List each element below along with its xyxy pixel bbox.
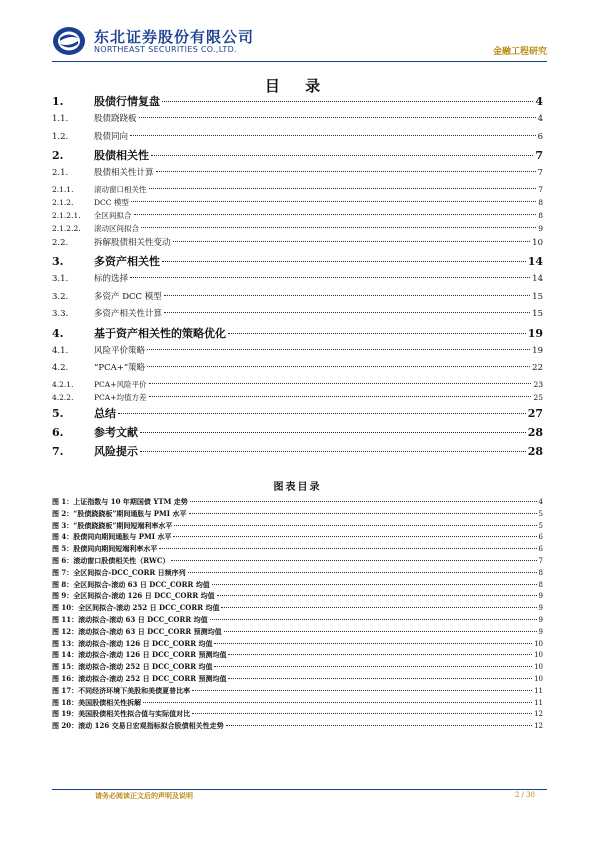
toc-entry-title: 多资产相关性计算 bbox=[94, 309, 163, 319]
toc-entry-page: 15 bbox=[532, 309, 543, 319]
toc-entry-page: 15 bbox=[532, 291, 543, 302]
figure-entry-page: 10 bbox=[534, 674, 543, 683]
toc-entry[interactable] bbox=[52, 307, 543, 325]
toc-entry-number: 5. bbox=[52, 406, 64, 420]
toc-entry-title: 基于资产相关性的策略优化 bbox=[94, 326, 226, 340]
toc-entry-page: 8 bbox=[538, 197, 543, 207]
toc-leader-dots bbox=[130, 135, 536, 136]
toc-entry-number: 1.2. bbox=[52, 131, 69, 142]
toc-entry-number: 2.1.1. bbox=[52, 184, 74, 194]
toc-entry[interactable] bbox=[52, 130, 543, 148]
toc-leader-dots bbox=[139, 117, 536, 118]
toc-entry-title: 风险提示 bbox=[94, 444, 138, 458]
figure-leader-dots bbox=[188, 572, 537, 573]
toc-entry-title: 股债跷跷板 bbox=[94, 114, 137, 124]
toc-entry-title: 股债行情复盘 bbox=[94, 95, 160, 108]
toc-leader-dots bbox=[131, 201, 536, 202]
figure-entry-page: 6 bbox=[538, 545, 543, 554]
toc-entry[interactable] bbox=[52, 197, 543, 210]
toc-entry-title: 标的选择 bbox=[94, 274, 129, 284]
toc-entry-page: 4 bbox=[537, 114, 543, 124]
toc-entry[interactable] bbox=[52, 325, 543, 344]
toc-entry-page: 14 bbox=[527, 255, 543, 268]
figure-entry-title: 图 4：股债同向期间通胀与 PMI 水平 bbox=[52, 532, 172, 542]
figure-entry-page: 8 bbox=[538, 580, 543, 589]
toc-leader-dots bbox=[118, 413, 526, 414]
figure-entry[interactable] bbox=[52, 580, 543, 592]
toc-leader-dots bbox=[162, 101, 533, 102]
figure-entry[interactable] bbox=[52, 603, 543, 615]
figure-entry[interactable] bbox=[52, 674, 543, 686]
figure-entry-title: 图 16：滚动拟合-滚动 252 日 DCC_CORR 预测均值 bbox=[52, 673, 227, 683]
toc-entry[interactable] bbox=[52, 223, 543, 236]
toc-entry-page: 27 bbox=[527, 406, 543, 420]
figure-entry-title: 图 20：滚动 126 交易日宏观指标拟合股债相关性走势 bbox=[52, 721, 224, 731]
figure-entry-title: 图 18：美国股债相关性拆解 bbox=[52, 697, 142, 707]
figure-entry-title: 图 6：滚动窗口股债相关性（RWC） bbox=[52, 555, 170, 565]
toc-entry[interactable] bbox=[52, 344, 543, 362]
toc-entry-title: PCA+均值方差 bbox=[94, 392, 147, 402]
toc-entry-number: 3.1. bbox=[52, 274, 69, 284]
toc-entry-page: 23 bbox=[533, 379, 543, 389]
toc-entry-number: 6. bbox=[52, 425, 64, 439]
toc-entry-page: 19 bbox=[527, 326, 543, 340]
toc-entry-number: 2.1.2. bbox=[52, 197, 74, 207]
figure-entry-page: 12 bbox=[534, 710, 543, 719]
figure-leader-dots bbox=[159, 548, 536, 549]
toc-entry[interactable] bbox=[52, 424, 543, 443]
toc-entry-number: 2.1.2.1. bbox=[52, 210, 81, 220]
toc-entry[interactable] bbox=[52, 379, 543, 392]
figure-entry-page: 5 bbox=[538, 521, 543, 530]
toc-entry-number: 4.2.2. bbox=[52, 392, 74, 402]
table-of-contents bbox=[52, 93, 543, 462]
figure-entry-title: 图 9：全区间拟合-滚动 126 日 DCC_CORR 均值 bbox=[52, 591, 215, 601]
toc-entry-page: 6 bbox=[537, 131, 543, 142]
toc-leader-dots bbox=[173, 241, 531, 242]
figure-entry-page: 9 bbox=[538, 592, 543, 601]
toc-entry-title: 股债同向 bbox=[94, 131, 129, 142]
toc-entry-number: 4. bbox=[52, 326, 64, 340]
toc-entry-title: DCC 模型 bbox=[94, 197, 129, 207]
toc-leader-dots bbox=[162, 261, 526, 262]
toc-entry-title: 总结 bbox=[94, 406, 116, 420]
figure-entry[interactable] bbox=[52, 568, 543, 580]
toc-entry[interactable] bbox=[52, 272, 543, 290]
toc-entry-title: PCA+风险平价 bbox=[94, 379, 147, 389]
figure-leader-dots bbox=[214, 643, 532, 644]
figure-leader-dots bbox=[189, 513, 537, 514]
figure-entry-page: 10 bbox=[534, 663, 543, 672]
toc-entry[interactable] bbox=[52, 443, 543, 462]
toc-leader-dots bbox=[130, 277, 530, 278]
figure-entry-page: 7 bbox=[538, 556, 543, 565]
figure-entry[interactable] bbox=[52, 698, 543, 710]
figure-entry[interactable] bbox=[52, 532, 543, 544]
figure-leader-dots bbox=[143, 702, 532, 703]
footer-divider bbox=[52, 789, 547, 790]
toc-leader-dots bbox=[140, 432, 526, 433]
toc-entry-title: 全区间拟合 bbox=[94, 210, 132, 220]
figure-entry[interactable] bbox=[52, 591, 543, 603]
figure-leader-dots bbox=[214, 666, 532, 667]
figure-leader-dots bbox=[210, 619, 537, 620]
toc-title: 目 录 bbox=[264, 77, 331, 95]
figure-entry-title: 图 19：美国股债相关性拟合值与实际值对比 bbox=[52, 709, 191, 719]
figure-leader-dots bbox=[192, 713, 532, 714]
toc-entry-number: 2.1. bbox=[52, 168, 69, 178]
toc-entry-number: 3.3. bbox=[52, 309, 69, 319]
toc-leader-dots bbox=[151, 155, 533, 156]
toc-entry-number: 7. bbox=[52, 444, 64, 458]
figure-leader-dots bbox=[228, 654, 532, 655]
figure-entry[interactable] bbox=[52, 686, 543, 698]
figure-entry-page: 5 bbox=[538, 509, 543, 518]
toc-leader-dots bbox=[228, 333, 526, 334]
toc-entry[interactable] bbox=[52, 112, 543, 130]
toc-entry[interactable] bbox=[52, 184, 543, 197]
figure-entry[interactable] bbox=[52, 521, 543, 533]
toc-entry[interactable] bbox=[52, 236, 543, 254]
toc-entry-title: 股债相关性 bbox=[94, 149, 149, 162]
toc-entry-page: 10 bbox=[532, 237, 543, 248]
toc-entry-page: 9 bbox=[538, 223, 543, 233]
toc-leader-dots bbox=[147, 366, 530, 367]
figure-entry-title: 图 2：“股债跷跷板”期间通胀与 PMI 水平 bbox=[52, 508, 187, 518]
figure-entry-page: 9 bbox=[538, 627, 543, 636]
figure-entry-page: 6 bbox=[538, 533, 543, 542]
figure-entry-title: 图 15：滚动拟合-滚动 252 日 DCC_CORR 均值 bbox=[52, 662, 213, 672]
department-label: 金融工程研究 bbox=[492, 47, 547, 57]
toc-entry-number: 4.1. bbox=[52, 345, 69, 356]
figure-entry-page: 9 bbox=[538, 604, 543, 613]
figure-entry[interactable] bbox=[52, 650, 543, 662]
figure-leader-dots bbox=[224, 631, 537, 632]
toc-entry-number: 2.2. bbox=[52, 237, 69, 248]
toc-leader-dots bbox=[134, 214, 537, 215]
figure-entry-title: 图 8：全区间拟合-滚动 63 日 DCC_CORR 均值 bbox=[52, 579, 210, 589]
toc-entry-number: 1.1. bbox=[52, 114, 69, 124]
toc-leader-dots bbox=[147, 349, 530, 350]
figure-entry-title: 图 10：全区间拟合-滚动 252 日 DCC_CORR 均值 bbox=[52, 603, 220, 613]
toc-entry-page: 28 bbox=[527, 444, 543, 458]
figure-leader-dots bbox=[228, 678, 532, 679]
figure-entry-title: 图 1：上证指数与 10 年期国债 YTM 走势 bbox=[52, 497, 188, 506]
toc-entry-number: 2.1.2.2. bbox=[52, 223, 81, 233]
company-name-cn: 东北证券股份有限公司 bbox=[94, 28, 255, 46]
figure-entry-title: 图 5：股债同向期间短端利率水平 bbox=[52, 544, 158, 554]
toc-entry[interactable] bbox=[52, 210, 543, 223]
figure-entry-page: 12 bbox=[534, 722, 543, 731]
figure-entry[interactable] bbox=[52, 497, 543, 509]
toc-entry-title: “PCA+”策略 bbox=[94, 363, 146, 373]
toc-leader-dots bbox=[141, 227, 536, 228]
figure-entry[interactable] bbox=[52, 627, 543, 639]
figure-leader-dots bbox=[171, 560, 536, 561]
toc-entry[interactable] bbox=[52, 392, 543, 405]
page-header bbox=[52, 22, 547, 62]
toc-leader-dots bbox=[156, 171, 536, 172]
toc-entry-number: 4.2. bbox=[52, 363, 69, 373]
figure-leader-dots bbox=[217, 595, 537, 596]
figure-leader-dots bbox=[192, 690, 532, 691]
toc-entry[interactable] bbox=[52, 290, 543, 308]
figure-leader-dots bbox=[212, 584, 537, 585]
toc-entry-title: 多资产 DCC 模型 bbox=[94, 291, 162, 302]
figure-entry-title: 图 13：滚动拟合-滚动 126 日 DCC_CORR 均值 bbox=[52, 638, 213, 648]
figure-entry-title: 图 14：滚动拟合-滚动 126 日 DCC_CORR 预测均值 bbox=[52, 650, 227, 660]
toc-entry[interactable] bbox=[52, 166, 543, 184]
figure-leader-dots bbox=[226, 725, 532, 726]
toc-entry-number: 1. bbox=[52, 95, 64, 108]
toc-entry-page: 19 bbox=[532, 345, 543, 356]
toc-entry-number: 3.2. bbox=[52, 291, 69, 302]
disclaimer-note: 请务必阅读正文后的声明及说明 bbox=[95, 792, 193, 800]
toc-entry[interactable] bbox=[52, 405, 543, 424]
toc-leader-dots bbox=[149, 188, 537, 189]
toc-entry-number: 3. bbox=[52, 255, 64, 268]
toc-entry-title: 滚动窗口相关性 bbox=[94, 184, 147, 194]
figure-entry[interactable] bbox=[52, 615, 543, 627]
list-of-figures bbox=[52, 497, 543, 733]
toc-entry-page: 4 bbox=[535, 95, 543, 108]
figure-leader-dots bbox=[174, 525, 536, 526]
toc-entry-title: 滚动区间拟合 bbox=[94, 223, 139, 233]
figure-entry[interactable] bbox=[52, 662, 543, 674]
toc-entry-page: 28 bbox=[527, 425, 543, 439]
figure-entry[interactable] bbox=[52, 556, 543, 568]
figure-entry-title: 图 7：全区间拟合-DCC_CORR 日频序列 bbox=[52, 567, 186, 577]
figure-entry-page: 9 bbox=[538, 615, 543, 624]
toc-entry-title: 拆解股债相关性变动 bbox=[94, 237, 171, 248]
toc-leader-dots bbox=[149, 383, 532, 384]
toc-entry[interactable] bbox=[52, 147, 543, 166]
toc-entry-page: 25 bbox=[533, 392, 543, 402]
figure-entry[interactable] bbox=[52, 709, 543, 721]
figure-entry[interactable] bbox=[52, 544, 543, 556]
toc-entry-number: 2. bbox=[52, 149, 64, 162]
figure-entry-title: 图 17：不同经济环境下美股和美债夏普比率 bbox=[52, 685, 191, 695]
northeast-securities-logo-icon bbox=[52, 26, 86, 56]
figure-entry-title: 图 3：“股债跷跷板”期间短端利率水平 bbox=[52, 520, 173, 530]
toc-entry[interactable] bbox=[52, 93, 543, 112]
figure-entry-page: 11 bbox=[534, 686, 543, 695]
figures-title: 图表目录 bbox=[273, 482, 322, 493]
toc-leader-dots bbox=[164, 312, 530, 313]
toc-entry-page: 22 bbox=[532, 363, 543, 373]
figure-entry[interactable] bbox=[52, 721, 543, 733]
toc-entry[interactable] bbox=[52, 361, 543, 379]
toc-entry[interactable] bbox=[52, 253, 543, 272]
figure-leader-dots bbox=[221, 607, 536, 608]
figure-entry-page: 11 bbox=[534, 698, 543, 707]
figure-entry-title: 图 11：滚动拟合-滚动 63 日 DCC_CORR 均值 bbox=[52, 614, 208, 624]
figure-entry[interactable] bbox=[52, 639, 543, 651]
toc-entry-title: 股债相关性计算 bbox=[94, 168, 154, 178]
toc-entry-page: 14 bbox=[532, 274, 543, 284]
toc-entry-page: 8 bbox=[538, 210, 543, 220]
figure-entry-page: 10 bbox=[534, 651, 543, 660]
toc-entry-number: 4.2.1. bbox=[52, 379, 74, 389]
toc-leader-dots bbox=[164, 295, 530, 296]
toc-entry-title: 参考文献 bbox=[94, 425, 138, 439]
figure-entry[interactable] bbox=[52, 509, 543, 521]
figure-entry-page: 4 bbox=[538, 498, 543, 506]
page-number: 2 / 30 bbox=[514, 791, 535, 799]
figure-leader-dots bbox=[173, 536, 536, 537]
toc-leader-dots bbox=[149, 396, 532, 397]
toc-entry-title: 多资产相关性 bbox=[94, 255, 160, 268]
figure-entry-page: 8 bbox=[538, 568, 543, 577]
figure-entry-page: 10 bbox=[534, 639, 543, 648]
toc-entry-page: 7 bbox=[538, 184, 543, 194]
toc-entry-page: 7 bbox=[537, 168, 543, 178]
figure-leader-dots bbox=[190, 501, 537, 502]
toc-entry-page: 7 bbox=[535, 149, 543, 162]
figure-entry-title: 图 12：滚动拟合-滚动 63 日 DCC_CORR 预测均值 bbox=[52, 626, 222, 636]
toc-leader-dots bbox=[140, 451, 526, 452]
toc-entry-title: 风险平价策略 bbox=[94, 345, 146, 356]
company-name-en: NORTHEAST SECURITIES CO.,LTD. bbox=[94, 45, 237, 54]
header-divider bbox=[52, 61, 547, 62]
